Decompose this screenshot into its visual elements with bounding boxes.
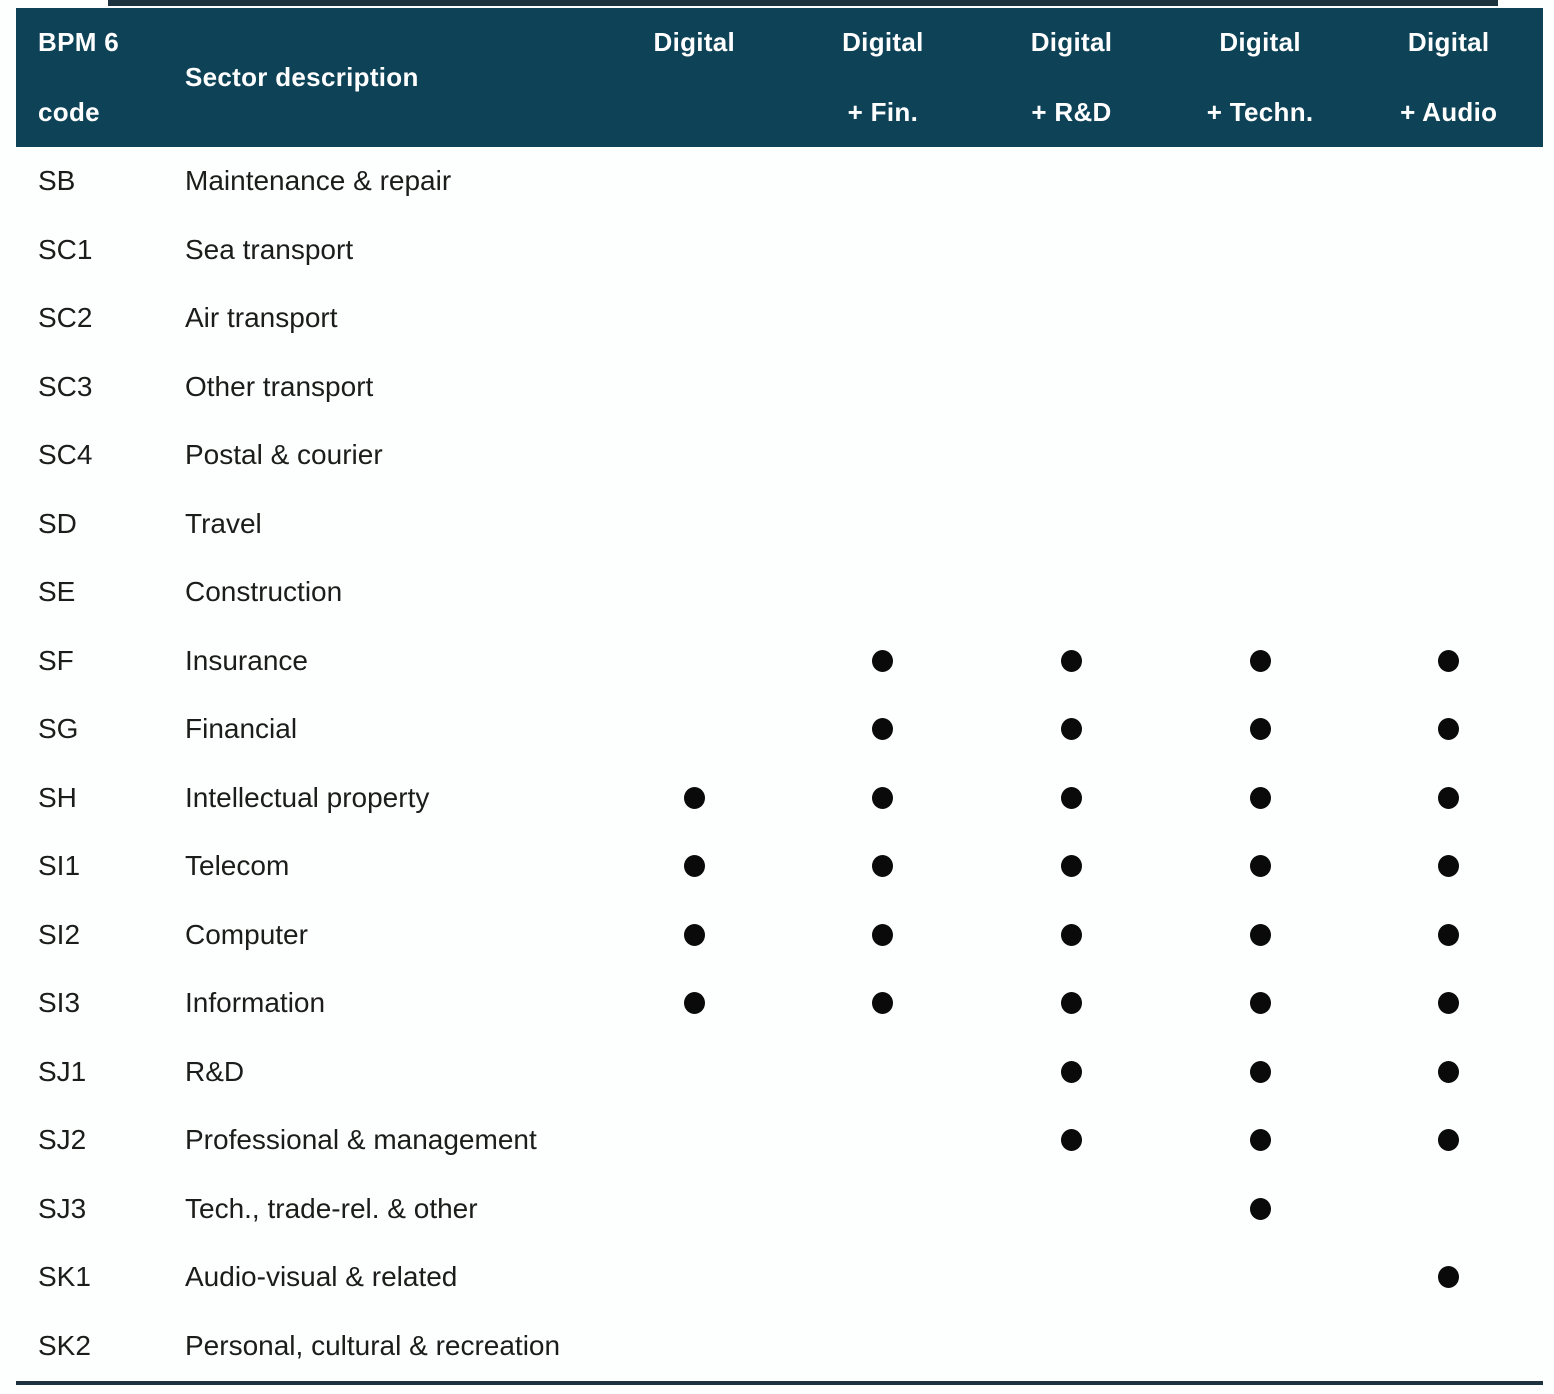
presence-dot bbox=[872, 924, 893, 946]
table-row bbox=[16, 147, 1543, 216]
mark-cell bbox=[1166, 147, 1355, 216]
presence-dot bbox=[1061, 718, 1082, 740]
row-description: Travel bbox=[185, 507, 262, 539]
mark-cell bbox=[1354, 1243, 1543, 1312]
row-description: Sea transport bbox=[185, 233, 354, 265]
table-body bbox=[16, 147, 1543, 1380]
mark-cell bbox=[977, 764, 1166, 833]
table-row bbox=[16, 832, 1543, 901]
table-row bbox=[16, 1175, 1543, 1244]
row-code: SC3 bbox=[38, 370, 93, 402]
table-row bbox=[16, 1312, 1543, 1381]
mark-cell bbox=[977, 216, 1166, 285]
mark-cell bbox=[977, 421, 1166, 490]
mark-cell bbox=[1166, 627, 1355, 696]
row-code: SF bbox=[38, 644, 74, 676]
table-row bbox=[16, 969, 1543, 1038]
table-row bbox=[16, 764, 1543, 833]
mark-cell bbox=[600, 1243, 789, 1312]
table-header bbox=[16, 8, 1543, 147]
presence-dot bbox=[872, 718, 893, 740]
mark-cell bbox=[600, 216, 789, 285]
table-row bbox=[16, 1106, 1543, 1175]
row-code: SH bbox=[38, 781, 77, 813]
mark-cell bbox=[1354, 216, 1543, 285]
row-code: SC2 bbox=[38, 302, 93, 334]
row-description: Tech., trade-rel. & other bbox=[185, 1192, 478, 1224]
presence-dot bbox=[1438, 787, 1459, 809]
mark-cell bbox=[789, 353, 978, 422]
mark-cell bbox=[977, 558, 1166, 627]
row-code: SK1 bbox=[38, 1261, 91, 1293]
presence-dot bbox=[1061, 1129, 1082, 1151]
presence-dot bbox=[1250, 855, 1271, 877]
row-code: SJ2 bbox=[38, 1124, 87, 1156]
mark-cell bbox=[1354, 147, 1543, 216]
sector-mapping-table bbox=[16, 8, 1543, 1385]
presence-dot bbox=[1438, 992, 1459, 1014]
row-description: Financial bbox=[185, 713, 298, 745]
mark-cell bbox=[1166, 421, 1355, 490]
mark-cell bbox=[977, 1243, 1166, 1312]
presence-dot bbox=[1250, 1061, 1271, 1083]
mark-cell bbox=[789, 558, 978, 627]
row-description: Air transport bbox=[185, 302, 338, 334]
header-digital: Digital bbox=[653, 27, 736, 58]
mark-cell bbox=[1166, 832, 1355, 901]
row-code: SJ3 bbox=[38, 1192, 87, 1224]
presence-dot bbox=[1250, 718, 1271, 740]
presence-dot bbox=[1250, 992, 1271, 1014]
mark-cell bbox=[1166, 284, 1355, 353]
row-description: Information bbox=[185, 987, 326, 1019]
mark-cell bbox=[600, 490, 789, 559]
mark-cell bbox=[977, 695, 1166, 764]
presence-dot bbox=[1438, 1061, 1459, 1083]
presence-dot bbox=[872, 650, 893, 672]
mark-cell bbox=[977, 284, 1166, 353]
header-digital-audio-subtitle: + Audio bbox=[1400, 96, 1498, 127]
mark-cell bbox=[1354, 1038, 1543, 1107]
mark-cell bbox=[1166, 1175, 1355, 1244]
presence-dot bbox=[1250, 787, 1271, 809]
mark-cell bbox=[789, 901, 978, 970]
mark-cell bbox=[1354, 284, 1543, 353]
row-code: SG bbox=[38, 713, 79, 745]
mark-cell bbox=[1354, 832, 1543, 901]
mark-cell bbox=[1166, 216, 1355, 285]
mark-cell bbox=[789, 695, 978, 764]
mark-cell bbox=[1166, 558, 1355, 627]
mark-cell bbox=[1354, 490, 1543, 559]
mark-cell bbox=[977, 353, 1166, 422]
presence-dot bbox=[1061, 787, 1082, 809]
mark-cell bbox=[977, 1175, 1166, 1244]
table-row bbox=[16, 695, 1543, 764]
row-code: SK2 bbox=[38, 1329, 91, 1361]
mark-cell bbox=[1354, 1312, 1543, 1381]
mark-cell bbox=[789, 627, 978, 696]
presence-dot bbox=[1438, 1266, 1459, 1288]
mark-cell bbox=[1354, 969, 1543, 1038]
table-bottom-rule bbox=[16, 1381, 1543, 1385]
header-digital-subtitle bbox=[600, 78, 789, 148]
row-description: Personal, cultural & recreation bbox=[185, 1329, 561, 1361]
row-description: Construction bbox=[185, 576, 343, 608]
mark-cell bbox=[977, 901, 1166, 970]
table-row bbox=[16, 490, 1543, 559]
mark-cell bbox=[977, 627, 1166, 696]
mark-cell bbox=[600, 353, 789, 422]
presence-dot bbox=[1438, 924, 1459, 946]
mark-cell bbox=[1166, 1106, 1355, 1175]
header-digital-fin-subtitle: + Fin. bbox=[847, 96, 919, 127]
mark-cell bbox=[1354, 1106, 1543, 1175]
table-row bbox=[16, 1243, 1543, 1312]
presence-dot bbox=[684, 787, 705, 809]
mark-cell bbox=[1354, 627, 1543, 696]
presence-dot bbox=[1438, 650, 1459, 672]
header-digital-rd: Digital bbox=[1030, 27, 1113, 58]
row-description: Maintenance & repair bbox=[185, 165, 452, 197]
mark-cell bbox=[600, 1312, 789, 1381]
mark-cell bbox=[977, 832, 1166, 901]
mark-cell bbox=[1166, 695, 1355, 764]
row-code: SE bbox=[38, 576, 76, 608]
mark-cell bbox=[789, 421, 978, 490]
table-row bbox=[16, 421, 1543, 490]
mark-cell bbox=[600, 832, 789, 901]
mark-cell bbox=[789, 147, 978, 216]
row-description: Professional & management bbox=[185, 1124, 537, 1156]
row-code: SI2 bbox=[38, 918, 81, 950]
mark-cell bbox=[1166, 969, 1355, 1038]
presence-dot bbox=[1250, 1129, 1271, 1151]
presence-dot bbox=[684, 855, 705, 877]
presence-dot bbox=[1061, 924, 1082, 946]
row-code: SJ1 bbox=[38, 1055, 87, 1087]
presence-dot bbox=[1061, 650, 1082, 672]
mark-cell bbox=[600, 1106, 789, 1175]
row-description: Intellectual property bbox=[185, 781, 430, 813]
presence-dot bbox=[1061, 855, 1082, 877]
mark-cell bbox=[1166, 901, 1355, 970]
mark-cell bbox=[789, 284, 978, 353]
presence-dot bbox=[1438, 855, 1459, 877]
row-code: SI3 bbox=[38, 987, 81, 1019]
mark-cell bbox=[1354, 558, 1543, 627]
presence-dot bbox=[1438, 1129, 1459, 1151]
header-sector-description: Sector description bbox=[185, 62, 419, 92]
mark-cell bbox=[789, 1038, 978, 1107]
table-row bbox=[16, 627, 1543, 696]
header-digital-audio: Digital bbox=[1407, 27, 1490, 58]
presence-dot bbox=[1250, 1198, 1271, 1220]
mark-cell bbox=[789, 969, 978, 1038]
presence-dot bbox=[1438, 718, 1459, 740]
mark-cell bbox=[600, 901, 789, 970]
presence-dot bbox=[1250, 924, 1271, 946]
mark-cell bbox=[789, 1175, 978, 1244]
mark-cell bbox=[789, 216, 978, 285]
mark-cell bbox=[789, 764, 978, 833]
mark-cell bbox=[1166, 353, 1355, 422]
table-row bbox=[16, 353, 1543, 422]
row-description: Postal & courier bbox=[185, 439, 383, 471]
row-description: Computer bbox=[185, 918, 308, 950]
mark-cell bbox=[600, 558, 789, 627]
mark-cell bbox=[600, 147, 789, 216]
mark-cell bbox=[789, 832, 978, 901]
mark-cell bbox=[977, 1038, 1166, 1107]
mark-cell bbox=[1354, 421, 1543, 490]
row-code: SC1 bbox=[38, 233, 93, 265]
mark-cell bbox=[600, 695, 789, 764]
row-code: SB bbox=[38, 165, 76, 197]
table-row bbox=[16, 216, 1543, 285]
mark-cell bbox=[977, 147, 1166, 216]
mark-cell bbox=[600, 1038, 789, 1107]
mark-cell bbox=[789, 1106, 978, 1175]
mark-cell bbox=[789, 490, 978, 559]
mark-cell bbox=[1354, 353, 1543, 422]
mark-cell bbox=[977, 969, 1166, 1038]
presence-dot bbox=[872, 855, 893, 877]
mark-cell bbox=[977, 1106, 1166, 1175]
row-description: Telecom bbox=[185, 850, 290, 882]
mark-cell bbox=[600, 1175, 789, 1244]
mark-cell bbox=[1166, 1312, 1355, 1381]
header-code-line1: BPM 6 bbox=[38, 27, 119, 58]
mark-cell bbox=[600, 969, 789, 1038]
presence-dot bbox=[872, 992, 893, 1014]
table-row bbox=[16, 1038, 1543, 1107]
header-digital-rd-subtitle: + R&D bbox=[1031, 96, 1112, 127]
header-code-line2: code bbox=[38, 96, 100, 127]
mark-cell bbox=[1354, 901, 1543, 970]
header-digital-techn-subtitle: + Techn. bbox=[1206, 96, 1314, 127]
mark-cell bbox=[1166, 1243, 1355, 1312]
mark-cell bbox=[1354, 1175, 1543, 1244]
row-code: SD bbox=[38, 507, 77, 539]
mark-cell bbox=[600, 627, 789, 696]
presence-dot bbox=[1250, 650, 1271, 672]
mark-cell bbox=[1166, 490, 1355, 559]
row-code: SC4 bbox=[38, 439, 93, 471]
mark-cell bbox=[600, 764, 789, 833]
mark-cell bbox=[1354, 764, 1543, 833]
mark-cell bbox=[977, 1312, 1166, 1381]
header-digital-techn: Digital bbox=[1219, 27, 1301, 58]
mark-cell bbox=[1166, 1038, 1355, 1107]
mark-cell bbox=[789, 1312, 978, 1381]
table-row bbox=[16, 284, 1543, 353]
row-description: Other transport bbox=[185, 370, 374, 402]
mark-cell bbox=[977, 490, 1166, 559]
presence-dot bbox=[684, 924, 705, 946]
header-digital-fin: Digital bbox=[842, 27, 924, 58]
mark-cell bbox=[600, 421, 789, 490]
mark-cell bbox=[600, 284, 789, 353]
row-description: Audio-visual & related bbox=[185, 1261, 458, 1293]
row-description: R&D bbox=[185, 1055, 245, 1087]
presence-dot bbox=[872, 787, 893, 809]
mark-cell bbox=[789, 1243, 978, 1312]
table-row bbox=[16, 558, 1543, 627]
mark-cell bbox=[1354, 695, 1543, 764]
mark-cell bbox=[1166, 764, 1355, 833]
presence-dot bbox=[1061, 992, 1082, 1014]
row-description: Insurance bbox=[185, 644, 308, 676]
top-border-strip bbox=[108, 0, 1498, 6]
table-row bbox=[16, 901, 1543, 970]
presence-dot bbox=[1061, 1061, 1082, 1083]
row-code: SI1 bbox=[38, 850, 81, 882]
presence-dot bbox=[684, 992, 705, 1014]
